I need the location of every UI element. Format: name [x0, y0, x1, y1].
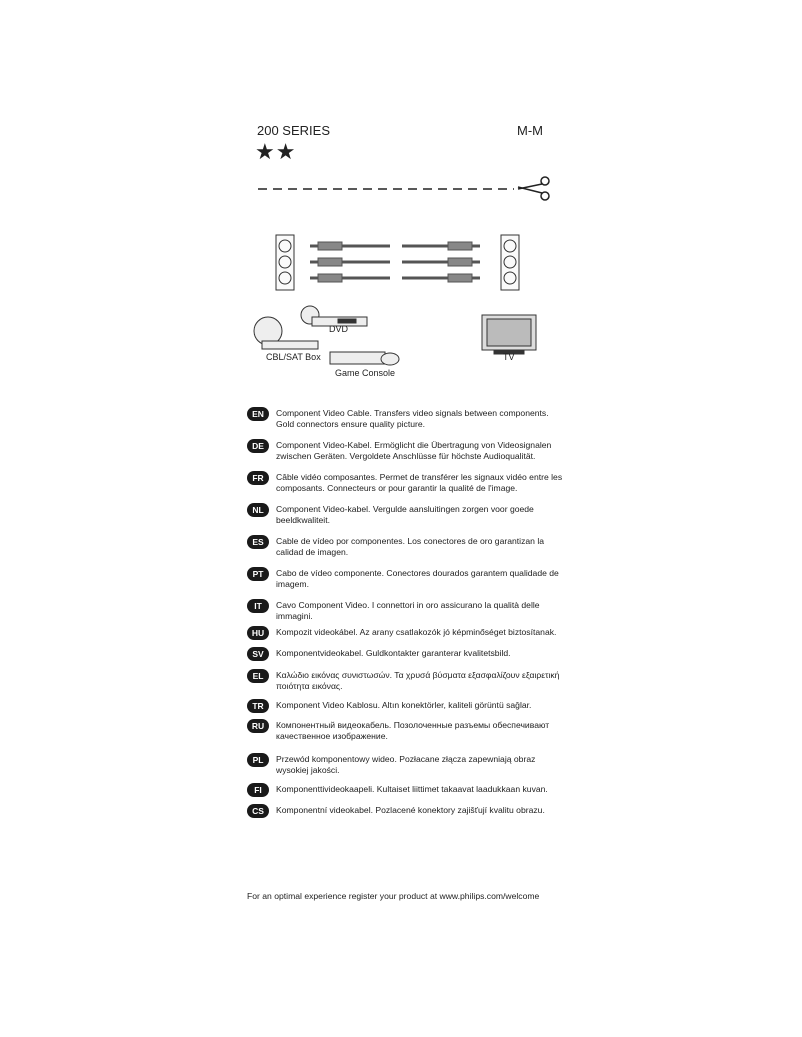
language-entry-en: [247, 408, 567, 430]
language-entry-it: [247, 600, 567, 622]
dvd-player-icon: [301, 306, 367, 326]
language-entry-pl: [247, 754, 567, 776]
rca-cables: [310, 242, 480, 282]
language-badge: TR: [247, 699, 269, 713]
language-badge: PT: [247, 567, 269, 581]
description: Komponentní videokabel. Pozlacené konektory zajišťují kvalitu obrazu.: [276, 805, 545, 815]
game-console-icon: [330, 352, 399, 365]
language-badge: RU: [247, 719, 269, 733]
language-entry-pt: [247, 568, 567, 590]
language-badge: NL: [247, 503, 269, 517]
language-badge: PL: [247, 753, 269, 767]
language-badge: CS: [247, 804, 269, 818]
language-badge: IT: [247, 599, 269, 613]
description: Câble vidéo composantes. Permet de transférer les signaux vidéo entre les composants. Connecteurs or pour garantir la qualité de l'image.: [276, 472, 563, 493]
description: Component Video Cable. Transfers video signals between components. Gold connectors ensure quality picture.: [276, 408, 549, 429]
language-badge: EL: [247, 669, 269, 683]
description: Cabo de vídeo componente. Conectores dourados garantem qualidade de imagem.: [276, 568, 559, 589]
scissors-icon: [518, 177, 549, 200]
language-entry-tr: [247, 700, 567, 713]
description: Component Video-Kabel. Ermöglicht die Übertragung von Videosignalen zwischen Geräten. Vergoldete Anschlüsse für höchste Audioqualität.: [276, 440, 552, 461]
connector-type: M-M: [517, 123, 543, 138]
language-badge: ES: [247, 535, 269, 549]
language-badge: HU: [247, 626, 269, 640]
cut-line: [256, 172, 556, 202]
language-badge: DE: [247, 439, 269, 453]
rating-stars: ★★: [255, 139, 297, 164]
game-console-label: Game Console: [335, 368, 396, 378]
description: Komponent Video Kablosu. Altın konektörler, kaliteli görüntü sağlar.: [276, 700, 532, 710]
registration-note: For an optimal experience register your product at www.philips.com/welcome: [247, 891, 540, 901]
source-jack-panel: [276, 235, 294, 290]
language-entry-fi: [247, 784, 567, 797]
language-entry-de: [247, 440, 567, 462]
description: Przewód komponentowy wideo. Pozłacane złącza zapewniają obraz wysokiej jakości.: [276, 754, 536, 775]
description: Cable de vídeo por componentes. Los conectores de oro garantizan la calidad de imagen.: [276, 536, 545, 557]
description: Cavo Component Video. I connettori in oro assicurano la qualità delle immagini.: [276, 600, 540, 621]
language-entry-fr: [247, 472, 567, 494]
dvd-label: DVD: [329, 324, 349, 334]
series-label: 200 SERIES: [257, 123, 330, 138]
language-entry-ru: [247, 720, 567, 742]
language-entry-hu: [247, 627, 567, 640]
language-badge: SV: [247, 647, 269, 661]
cbl-sat-label: CBL/SAT Box: [266, 352, 321, 362]
description: Компонентный видеокабель. Позолоченные разъемы обеспечивают качественное изображение.: [276, 720, 550, 741]
language-entry-sv: [247, 648, 567, 661]
language-entry-cs: [247, 805, 567, 818]
language-entry-el: [247, 670, 567, 692]
description: Komponentvideokabel. Guldkontakter garanterar kvalitetsbild.: [276, 648, 511, 658]
connection-diagram: [240, 225, 560, 390]
description: Kompozit videokábel. Az arany csatlakozók jó képminőséget biztosítanak.: [276, 627, 557, 637]
language-entry-nl: [247, 504, 567, 526]
tv-icon: [482, 315, 536, 354]
language-badge: FI: [247, 783, 269, 797]
description: Component Video-kabel. Vergulde aansluitingen zorgen voor goede beeldkwaliteit.: [276, 504, 534, 525]
description: Komponenttivideokaapeli. Kultaiset liittimet takaavat laadukkaan kuvan.: [276, 784, 548, 794]
tv-jack-panel: [501, 235, 519, 290]
language-badge: FR: [247, 471, 269, 485]
tv-label: TV: [503, 352, 515, 362]
language-badge: EN: [247, 407, 269, 421]
description: Καλώδιο εικόνας συνιστωσών. Τα χρυσά βύσματα εξασφαλίζουν εξαιρετική ποιότητα εικόνας.: [276, 670, 560, 691]
language-entry-es: [247, 536, 567, 558]
